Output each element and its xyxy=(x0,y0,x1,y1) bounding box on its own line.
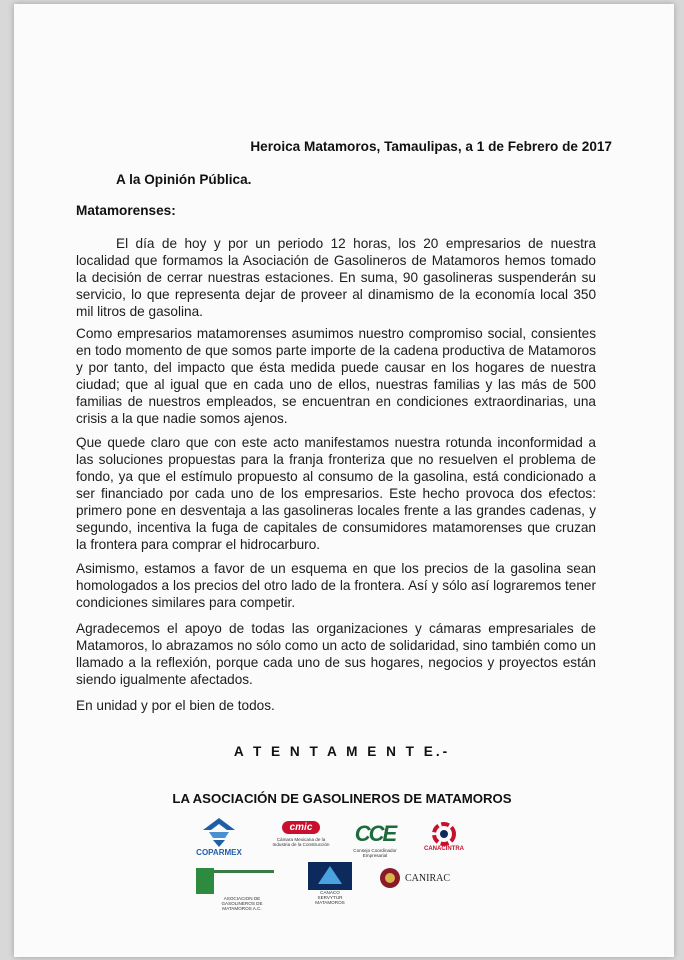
paragraph-6: En unidad y por el bien de todos. xyxy=(76,698,275,713)
cmic-label: cmic xyxy=(282,821,321,834)
cce-label: CCE xyxy=(354,821,396,846)
canaco-logo xyxy=(307,862,353,905)
canaco-subtitle: CANACO SERVYTUR MATAMOROS xyxy=(315,890,345,905)
canaco-emblem-icon xyxy=(308,862,352,890)
coparmex-emblem-icon xyxy=(199,816,239,848)
canirac-logo xyxy=(379,867,459,889)
coparmex-label: COPARMEX xyxy=(196,848,242,857)
cmic-subtitle: Cámara Mexicana de la Industria de la Construcción xyxy=(272,837,330,847)
salutation: A la Opinión Pública. xyxy=(116,172,252,187)
paragraph-5: Agradecemos el apoyo de todas las organizaciones y cámaras empresariales de Matamoros, lo abrazamos no sólo como un acto de solidaridad, sino también como un llamado a la reflexión, porque cada uno de sus hogares, negocios y proyectos están siendo igualmente afectados. xyxy=(76,621,596,687)
closing: A T E N T A M E N T E.- xyxy=(233,744,451,759)
canacintra-label: CANACINTRA xyxy=(424,846,464,852)
coparmex-logo xyxy=(188,816,250,857)
paragraph-1: El día de hoy y por un periodo 12 horas, los 20 empresarios de nuestra localidad que formamos la Asociación de Gasolineros de Matamoros hemos tomado la decisión de cerrar nuestras estaciones. En suma, 90 gasolineras suspenderán su servicio, lo que representa dejar de proveer al dinamismo de la economía local 350 mil litros de gasolina. xyxy=(76,236,596,319)
paragraph-4: Asimismo, estamos a favor de un esquema en que los precios de la gasolina sean homologados a los precios del otro lado de la frontera. Así y sólo así lograremos tener condiciones similares para competir. xyxy=(76,561,596,610)
canirac-emblem-icon xyxy=(379,867,401,889)
canacintra-emblem-icon xyxy=(432,822,456,846)
agm-logo xyxy=(192,866,278,911)
signature: LA ASOCIACIÓN DE GASOLINEROS DE MATAMOROS xyxy=(172,791,512,806)
place-date: Heroica Matamoros, Tamaulipas, a 1 de Febrero de 2017 xyxy=(250,139,612,154)
paragraph-3: Que quede claro que con este acto manifestamos nuestra rotunda inconformidad a las soluciones propuestas para la franja fronteriza que no resuelven el problema de fondo, ya que el estímulo propuesto al consumo de la gasolina, está condicionado a ser financiado por cada uno de los empresarios. Este hecho provoca dos efectos: primero pone en desventaja a las gasolineras locales frente a las grandes cadenas, y segundo, incentiva la fuga de capitales de consumidores matamorenses que cruzan la frontera para comprar el hidrocarburo. xyxy=(76,435,596,552)
canacintra-logo xyxy=(423,822,465,852)
cce-logo xyxy=(342,822,408,858)
cce-subtitle: Consejo Coordinador Empresarial xyxy=(353,848,397,858)
canirac-label: CANIRAC xyxy=(405,872,451,884)
vocative: Matamorenses: xyxy=(76,203,176,218)
cmic-logo xyxy=(271,821,331,847)
agm-subtitle: ASOCIACION DE GASOLINEROS DE MATAMOROS A.C. xyxy=(221,896,263,911)
paragraph-2: Como empresarios matamorenses asumimos nuestro compromiso social, consientes en todo momento de que somos parte importe de la cadena productiva de Matamoros y por tanto, del impacto que ésta medida puede causar en los hogares de nuestra ciudad; que al igual que en cada uno de ellos, nuestras familias y las más de 500 familias de nuestros empleados, se encuentran en condiciones extraordinarias, una crisis a la que nadie somos ajenos. xyxy=(76,326,596,426)
